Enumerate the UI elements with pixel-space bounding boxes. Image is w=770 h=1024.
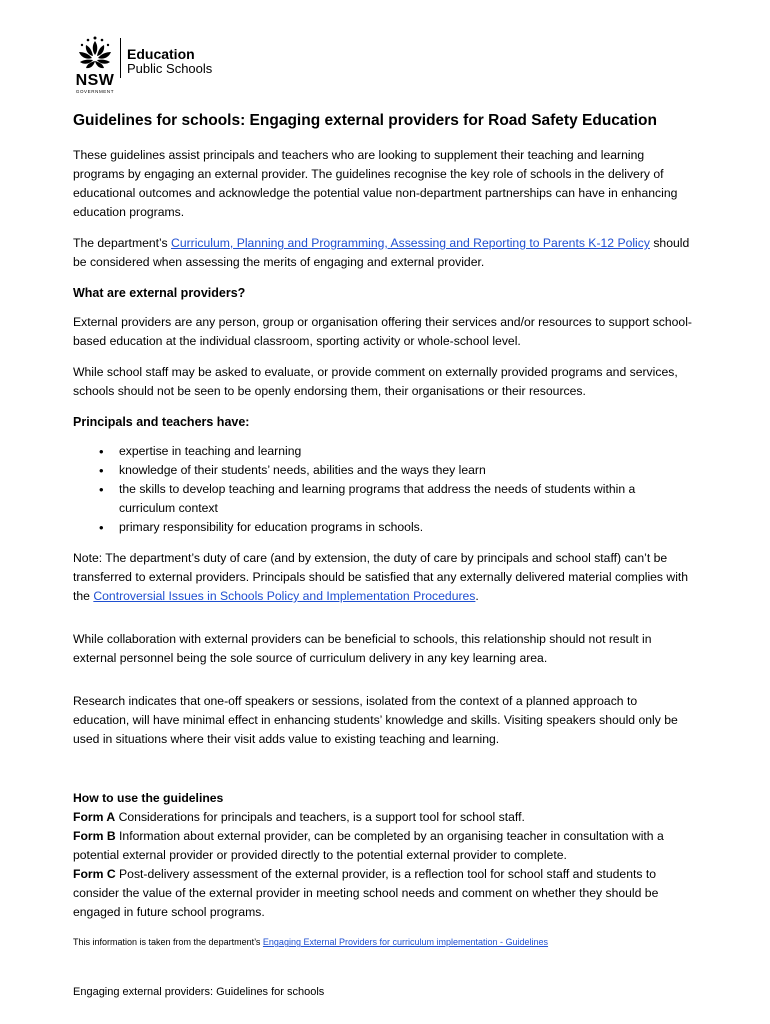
document-title: Guidelines for schools: Engaging external providers for Road Safety Education [73,112,657,129]
duty-of-care-note [73,549,693,606]
how-to-heading: How to use the guidelines [73,791,224,805]
principals-list [73,442,693,537]
logo-divider [120,38,121,78]
form-b-label: Form B [73,829,116,843]
spacer [73,761,693,789]
note-prefix: Note: The department’s duty of care (and by extension, the duty of care by principals and school staff) can’t be transferred to external providers. Principals should be satisfied that any externally delivered material complies with the [73,551,689,603]
nsw-education-logo [72,35,212,95]
spacer [73,680,693,692]
principals-heading: Principals and teachers have: [73,415,250,429]
collaboration-paragraph: While collaboration with external providers can be beneficial to schools, this relationship should not result in external personnel being the sole source of curriculum delivery in any key learning area. [73,632,652,665]
logo-education-text: Education [127,46,195,62]
list-item: • knowledge of their students’ needs, abilities and the ways they learn [119,461,693,480]
guidelines-source-link[interactable]: Engaging External Providers for curriculum implementation - Guidelines [262,937,549,947]
form-a-line [73,808,693,827]
policy-prefix: The department’s [73,236,172,250]
source-note [73,936,693,948]
intro-paragraph: These guidelines assist principals and teachers who are looking to supplement their teaching and learning programs by engaging an external provider. The guidelines recognise the key role of schools in the delivery of educational outcomes and acknowledge the potential value non-department partnerships can have in enhancing education programs. [73,148,678,219]
logo-public-schools-text: Public Schools [127,61,213,76]
form-b-text: Information about external provider, can be completed by an organising teacher in consultation with a potential external provider or provided directly to the potential external provider to complete. [73,829,664,862]
source-prefix: This information is taken from the department’s [73,937,263,947]
logo-text [127,47,212,76]
policy-suffix: should be considered when assessing the merits of engaging and external provider. [73,236,690,269]
list-item: • primary responsibility for education programs in schools. [119,518,693,537]
curriculum-policy-link[interactable]: Curriculum, Planning and Programming, Assessing and Reporting to Parents K-12 Policy [171,236,650,250]
government-wordmark: GOVERNMENT [75,89,115,94]
note-suffix: . [475,589,479,603]
list-item: • expertise in teaching and learning [119,442,693,461]
page-footer: Engaging external providers: Guidelines for schools [73,986,325,998]
form-a-text: Considerations for principals and teachers, is a support tool for school staff. [115,810,525,824]
controversial-issues-link[interactable]: Controversial Issues in Schools Policy and Implementation Procedures [93,589,476,603]
form-c-label: Form C [73,867,116,881]
external-providers-endorsement: While school staff may be asked to evaluate, or provide comment on externally provided programs and services, schools should not be seen to be openly endorsing them, their organisations or their resources. [73,365,678,398]
research-paragraph: Research indicates that one-off speakers or sessions, isolated from the context of a planned approach to education, will have minimal effect in enhancing students’ knowledge and skills. Visiting speakers should only be used in situations where their visit adds value to existing teaching and learning. [73,694,678,746]
external-providers-heading: What are external providers? [73,286,246,300]
form-c-line [73,865,693,922]
nsw-wordmark: NSW [75,72,115,89]
document-body [73,110,693,948]
form-c-text: Post-delivery assessment of the external provider, is a reflection tool for school staff and students to consider the value of the external provider in meeting school needs and comment on whether they should be engaged in future school programs. [73,867,659,919]
nsw-government-mark [72,35,118,95]
external-providers-definition: External providers are any person, group or organisation offering their services and/or resources to support school-based education at the individual classroom, sporting activity or whole-school level. [73,315,692,348]
how-to-section [73,789,693,922]
spacer [73,618,693,630]
form-a-label: Form A [73,810,116,824]
policy-paragraph [73,234,693,272]
waratah-icon [74,35,116,77]
form-b-line [73,827,693,865]
list-item: • the skills to develop teaching and learning programs that address the needs of students within a curriculum context [119,480,693,518]
